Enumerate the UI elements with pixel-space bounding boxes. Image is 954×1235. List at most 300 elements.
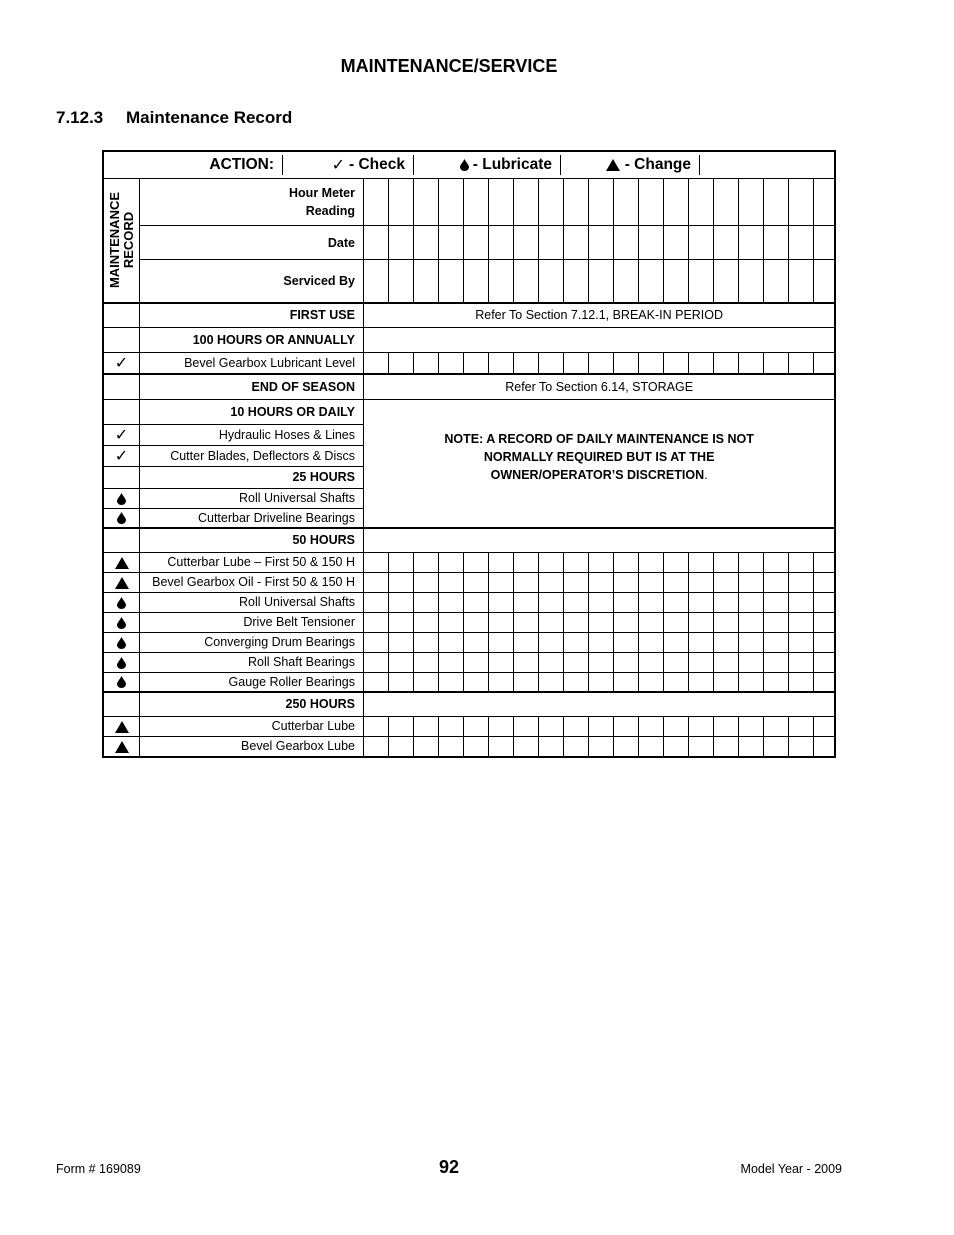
table-row [104,552,835,572]
record-entry-cell[interactable] [489,652,514,672]
record-entry-cell[interactable] [714,612,739,632]
record-entry-cell[interactable] [714,672,739,692]
record-entry-cell[interactable] [364,612,389,632]
record-entry-cell[interactable] [514,592,539,612]
record-entry-cell[interactable] [689,672,714,692]
legend-change-text: - Change [624,156,691,173]
action-legend [104,152,835,179]
record-entry-cell[interactable] [514,260,539,303]
record-entry-cell[interactable] [739,592,764,612]
hours-250-heading: 250 HOURS [140,692,364,716]
record-entry-cell[interactable] [464,572,489,592]
record-entry-cell[interactable] [589,612,614,632]
record-entry-cell[interactable] [564,736,589,756]
record-entry-cell[interactable] [439,572,464,592]
triangle-icon [115,557,129,569]
table-row [104,328,835,353]
record-entry-cell[interactable] [489,672,514,692]
record-entry-cell[interactable] [764,612,789,632]
record-entry-cell[interactable] [664,716,689,736]
hour-meter-line1: Hour Meter [289,186,355,200]
record-entry-cell[interactable] [639,572,664,592]
record-entry-cell[interactable] [364,736,389,756]
record-entry-cell[interactable] [589,353,614,375]
record-entry-cell[interactable] [789,632,814,652]
record-entry-cell[interactable] [539,672,564,692]
record-entry-cell[interactable] [714,572,739,592]
record-entry-cell[interactable] [589,179,614,226]
record-entry-cell[interactable] [589,226,614,260]
record-entry-cell[interactable] [714,652,739,672]
record-entry-cell[interactable] [489,612,514,632]
record-entry-cell[interactable] [389,260,414,303]
record-entry-cell[interactable] [814,552,835,572]
record-entry-cell[interactable] [814,612,835,632]
record-entry-cell[interactable] [364,226,389,260]
record-entry-cell[interactable] [439,552,464,572]
record-entry-cell[interactable] [689,652,714,672]
record-entry-cell[interactable] [664,612,689,632]
record-entry-cell[interactable] [614,736,639,756]
record-entry-cell[interactable] [414,260,439,303]
record-entry-cell[interactable] [764,632,789,652]
record-entry-cell[interactable] [539,226,564,260]
triangle-icon [115,577,129,589]
record-entry-cell[interactable] [439,353,464,375]
record-entry-cell[interactable] [364,552,389,572]
record-entry-cell[interactable] [539,716,564,736]
record-entry-cell[interactable] [564,552,589,572]
record-entry-cell[interactable] [789,612,814,632]
record-entry-cell[interactable] [464,672,489,692]
hours-25-heading: 25 HOURS [140,466,364,488]
record-entry-cell[interactable] [439,260,464,303]
record-entry-cell[interactable] [489,179,514,226]
record-entry-cell[interactable] [714,179,739,226]
record-entry-cell[interactable] [414,353,439,375]
record-entry-cell[interactable] [639,716,664,736]
daily-maintenance-note [364,399,835,528]
record-entry-cell[interactable] [689,552,714,572]
record-entry-cell[interactable] [789,353,814,375]
record-entry-cell[interactable] [639,592,664,612]
record-entry-cell[interactable] [489,716,514,736]
record-entry-cell[interactable] [764,179,789,226]
legend-lubricate-text: - Lubricate [472,156,552,173]
record-entry-cell[interactable] [389,592,414,612]
empty-icon-cell [104,303,140,328]
record-entry-cell[interactable] [439,612,464,632]
record-entry-cell[interactable] [689,736,714,756]
record-entry-cell[interactable] [664,260,689,303]
record-entry-cell[interactable] [664,552,689,572]
record-entry-cell[interactable] [489,260,514,303]
record-entry-cell[interactable] [814,592,835,612]
record-entry-cell[interactable] [589,552,614,572]
record-entry-cell[interactable] [764,652,789,672]
record-entry-cell[interactable] [764,260,789,303]
record-entry-cell[interactable] [539,652,564,672]
record-entry-cell[interactable] [739,572,764,592]
record-entry-cell[interactable] [489,632,514,652]
record-entry-cell[interactable] [589,736,614,756]
record-entry-cell[interactable] [714,226,739,260]
table-row [104,572,835,592]
action-icon-cell [104,632,140,652]
record-entry-cell[interactable] [414,736,439,756]
record-entry-cell[interactable] [464,226,489,260]
empty-icon-cell [104,692,140,716]
record-entry-cell[interactable] [414,716,439,736]
record-entry-cell[interactable] [739,736,764,756]
record-entry-cell[interactable] [364,572,389,592]
record-entry-cell[interactable] [764,592,789,612]
action-icon-cell [104,488,140,508]
record-entry-cell[interactable] [414,179,439,226]
record-entry-cell[interactable] [789,552,814,572]
end-of-season-heading: END OF SEASON [140,374,364,399]
record-entry-cell[interactable] [514,716,539,736]
record-entry-cell[interactable] [539,353,564,375]
record-entry-cell[interactable] [614,353,639,375]
record-entry-cell[interactable] [414,632,439,652]
maintenance-item: Hydraulic Hoses & Lines [140,424,364,445]
record-entry-cell[interactable] [714,552,739,572]
record-entry-cell[interactable] [689,226,714,260]
record-entry-cell[interactable] [389,353,414,375]
check-icon: ✓ [114,447,129,465]
record-entry-cell[interactable] [764,353,789,375]
record-entry-cell[interactable] [789,179,814,226]
record-entry-cell[interactable] [589,632,614,652]
record-entry-cell[interactable] [539,592,564,612]
record-entry-cell[interactable] [564,672,589,692]
record-entry-cell[interactable] [464,736,489,756]
record-entry-cell[interactable] [639,736,664,756]
record-entry-cell[interactable] [589,716,614,736]
record-entry-cell[interactable] [789,592,814,612]
record-entry-cell[interactable] [539,552,564,572]
date-label: Date [140,226,364,260]
record-entry-cell[interactable] [539,612,564,632]
record-entry-cell[interactable] [714,592,739,612]
record-entry-cell[interactable] [664,652,689,672]
record-entry-cell[interactable] [564,226,589,260]
record-entry-cell[interactable] [364,632,389,652]
record-entry-cell[interactable] [614,672,639,692]
drop-icon [460,159,469,171]
record-entry-cell[interactable] [364,652,389,672]
record-entry-cell[interactable] [389,226,414,260]
record-entry-cell[interactable] [614,632,639,652]
hour-meter-line2: Reading [305,204,355,218]
record-entry-cell[interactable] [639,353,664,375]
record-entry-cell[interactable] [414,226,439,260]
record-entry-cell[interactable] [464,716,489,736]
record-entry-cell[interactable] [739,652,764,672]
record-entry-cell[interactable] [689,592,714,612]
record-entry-cell[interactable] [614,592,639,612]
record-entry-cell[interactable] [714,353,739,375]
drop-icon [117,676,126,688]
record-entry-cell[interactable] [814,353,835,375]
action-icon-cell [104,716,140,736]
record-entry-cell[interactable] [514,179,539,226]
form-number: Form # 169089 [56,1162,141,1176]
record-entry-cell[interactable] [439,672,464,692]
record-entry-cell[interactable] [764,716,789,736]
hour-meter-label [140,179,364,226]
note-period: . [704,468,708,483]
record-entry-cell[interactable] [789,672,814,692]
record-entry-cell[interactable] [514,632,539,652]
record-entry-cell[interactable] [539,572,564,592]
record-entry-cell[interactable] [664,592,689,612]
record-entry-cell[interactable] [389,612,414,632]
record-entry-cell[interactable] [664,226,689,260]
record-entry-cell[interactable] [814,632,835,652]
record-entry-cell[interactable] [664,572,689,592]
record-entry-cell[interactable] [514,226,539,260]
record-entry-cell[interactable] [739,672,764,692]
action-label: ACTION: [104,155,283,175]
record-entry-cell[interactable] [539,632,564,652]
record-entry-cell[interactable] [364,260,389,303]
record-entry-cell[interactable] [439,226,464,260]
record-entry-cell[interactable] [389,552,414,572]
record-entry-cell[interactable] [564,260,589,303]
triangle-icon [115,741,129,753]
record-entry-cell[interactable] [614,552,639,572]
record-entry-cell[interactable] [414,612,439,632]
record-entry-cell[interactable] [614,226,639,260]
record-entry-cell[interactable] [464,652,489,672]
record-entry-cell[interactable] [664,179,689,226]
record-entry-cell[interactable] [564,353,589,375]
record-entry-cell[interactable] [414,652,439,672]
record-entry-cell[interactable] [689,632,714,652]
record-entry-cell[interactable] [764,552,789,572]
record-entry-cell[interactable] [664,632,689,652]
record-entry-cell[interactable] [564,179,589,226]
record-entry-cell[interactable] [439,632,464,652]
maintenance-record-text [108,192,136,288]
record-label-line2: RECORD [120,212,136,269]
record-entry-cell[interactable] [614,260,639,303]
record-entry-cell[interactable] [639,632,664,652]
record-entry-cell[interactable] [389,672,414,692]
record-entry-cell[interactable] [364,716,389,736]
record-entry-cell[interactable] [389,179,414,226]
record-entry-cell[interactable] [814,572,835,592]
record-entry-cell[interactable] [739,552,764,572]
record-entry-cell[interactable] [739,612,764,632]
record-entry-cell[interactable] [564,652,589,672]
record-entry-cell[interactable] [814,652,835,672]
record-entry-cell[interactable] [764,736,789,756]
record-entry-cell[interactable] [489,226,514,260]
hours-10-heading: 10 HOURS OR DAILY [140,399,364,424]
record-entry-cell[interactable] [539,179,564,226]
record-entry-cell[interactable] [564,572,589,592]
empty-span-cell [364,692,835,716]
record-entry-cell[interactable] [639,672,664,692]
record-entry-cell[interactable] [764,672,789,692]
record-entry-cell[interactable] [639,260,664,303]
record-entry-cell[interactable] [664,353,689,375]
record-entry-cell[interactable] [589,260,614,303]
record-entry-cell[interactable] [589,672,614,692]
record-entry-cell[interactable] [739,632,764,652]
record-entry-cell[interactable] [514,736,539,756]
record-entry-cell[interactable] [689,612,714,632]
record-entry-cell[interactable] [589,572,614,592]
record-entry-cell[interactable] [664,672,689,692]
record-entry-cell[interactable] [539,260,564,303]
record-entry-cell[interactable] [514,572,539,592]
record-label-line1: MAINTENANCE [106,192,122,289]
record-entry-cell[interactable] [414,672,439,692]
record-entry-cell[interactable] [714,716,739,736]
record-entry-cell[interactable] [464,612,489,632]
record-entry-cell[interactable] [439,179,464,226]
record-entry-cell[interactable] [564,592,589,612]
record-entry-cell[interactable] [789,260,814,303]
record-entry-cell[interactable] [614,612,639,632]
record-entry-cell[interactable] [364,353,389,375]
drop-icon [117,657,126,669]
table-row [104,152,835,179]
record-entry-cell[interactable] [539,736,564,756]
drop-icon [117,617,126,629]
record-entry-cell[interactable] [589,592,614,612]
record-entry-cell[interactable] [489,353,514,375]
record-entry-cell[interactable] [439,652,464,672]
table-row [104,612,835,632]
record-entry-cell[interactable] [789,572,814,592]
record-entry-cell[interactable] [814,716,835,736]
record-entry-cell[interactable] [714,736,739,756]
action-icon-cell [104,652,140,672]
record-entry-cell[interactable] [739,353,764,375]
record-entry-cell[interactable] [414,572,439,592]
record-entry-cell[interactable] [614,572,639,592]
record-entry-cell[interactable] [464,592,489,612]
record-entry-cell[interactable] [664,736,689,756]
triangle-icon [115,721,129,733]
record-entry-cell[interactable] [764,226,789,260]
record-entry-cell[interactable] [639,179,664,226]
record-entry-cell[interactable] [739,226,764,260]
record-entry-cell[interactable] [714,260,739,303]
record-entry-cell[interactable] [739,179,764,226]
record-entry-cell[interactable] [389,572,414,592]
record-entry-cell[interactable] [639,652,664,672]
record-entry-cell[interactable] [714,632,739,652]
record-entry-cell[interactable] [614,179,639,226]
record-entry-cell[interactable] [814,226,835,260]
record-entry-cell[interactable] [364,672,389,692]
record-entry-cell[interactable] [639,552,664,572]
record-entry-cell[interactable] [564,632,589,652]
record-entry-cell[interactable] [789,736,814,756]
record-entry-cell[interactable] [614,716,639,736]
maintenance-item: Bevel Gearbox Lube [140,736,364,756]
maintenance-item: Cutterbar Lube – First 50 & 150 H [140,552,364,572]
record-entry-cell[interactable] [639,612,664,632]
record-entry-cell[interactable] [814,672,835,692]
record-entry-cell[interactable] [514,552,539,572]
record-entry-cell[interactable] [464,179,489,226]
record-entry-cell[interactable] [489,736,514,756]
record-entry-cell[interactable] [739,260,764,303]
record-entry-cell[interactable] [614,652,639,672]
record-entry-cell[interactable] [414,592,439,612]
record-entry-cell[interactable] [489,552,514,572]
record-entry-cell[interactable] [364,179,389,226]
record-entry-cell[interactable] [439,736,464,756]
record-entry-cell[interactable] [689,716,714,736]
record-entry-cell[interactable] [639,226,664,260]
record-entry-cell[interactable] [739,716,764,736]
record-entry-cell[interactable] [464,632,489,652]
record-entry-cell[interactable] [464,353,489,375]
record-entry-cell[interactable] [464,260,489,303]
serviced-by-label: Serviced By [140,260,364,303]
maintenance-item: Bevel Gearbox Oil - First 50 & 150 H [140,572,364,592]
record-entry-cell[interactable] [389,716,414,736]
record-entry-cell[interactable] [789,226,814,260]
record-entry-cell[interactable] [814,179,835,226]
record-entry-cell[interactable] [464,552,489,572]
record-entry-cell[interactable] [364,592,389,612]
empty-span-cell [364,528,835,552]
record-entry-cell[interactable] [489,592,514,612]
record-entry-cell[interactable] [389,736,414,756]
record-entry-cell[interactable] [514,652,539,672]
record-entry-cell[interactable] [589,652,614,672]
record-entry-cell[interactable] [439,592,464,612]
record-entry-cell[interactable] [514,353,539,375]
record-entry-cell[interactable] [564,612,589,632]
record-entry-cell[interactable] [689,260,714,303]
record-entry-cell[interactable] [689,353,714,375]
record-entry-cell[interactable] [514,672,539,692]
record-entry-cell[interactable] [689,179,714,226]
record-entry-cell[interactable] [514,612,539,632]
record-entry-cell[interactable] [439,716,464,736]
record-entry-cell[interactable] [389,632,414,652]
table-row [104,716,835,736]
record-entry-cell[interactable] [789,652,814,672]
record-entry-cell[interactable] [689,572,714,592]
record-entry-cell[interactable] [789,716,814,736]
record-entry-cell[interactable] [489,572,514,592]
action-icon-cell [104,508,140,528]
record-entry-cell[interactable] [814,260,835,303]
action-icon-cell [104,612,140,632]
note-line3: OWNER/OPERATOR’S DISCRETION [490,468,705,483]
record-entry-cell[interactable] [564,716,589,736]
drop-icon [117,493,126,505]
record-entry-cell[interactable] [814,736,835,756]
record-entry-cell[interactable] [764,572,789,592]
section-number: 7.12.3 [56,108,104,127]
note-line1: NOTE: A RECORD OF DAILY MAINTENANCE IS NOT [444,432,754,447]
record-entry-cell[interactable] [389,652,414,672]
hours-50-heading: 50 HOURS [140,528,364,552]
record-entry-cell[interactable] [414,552,439,572]
